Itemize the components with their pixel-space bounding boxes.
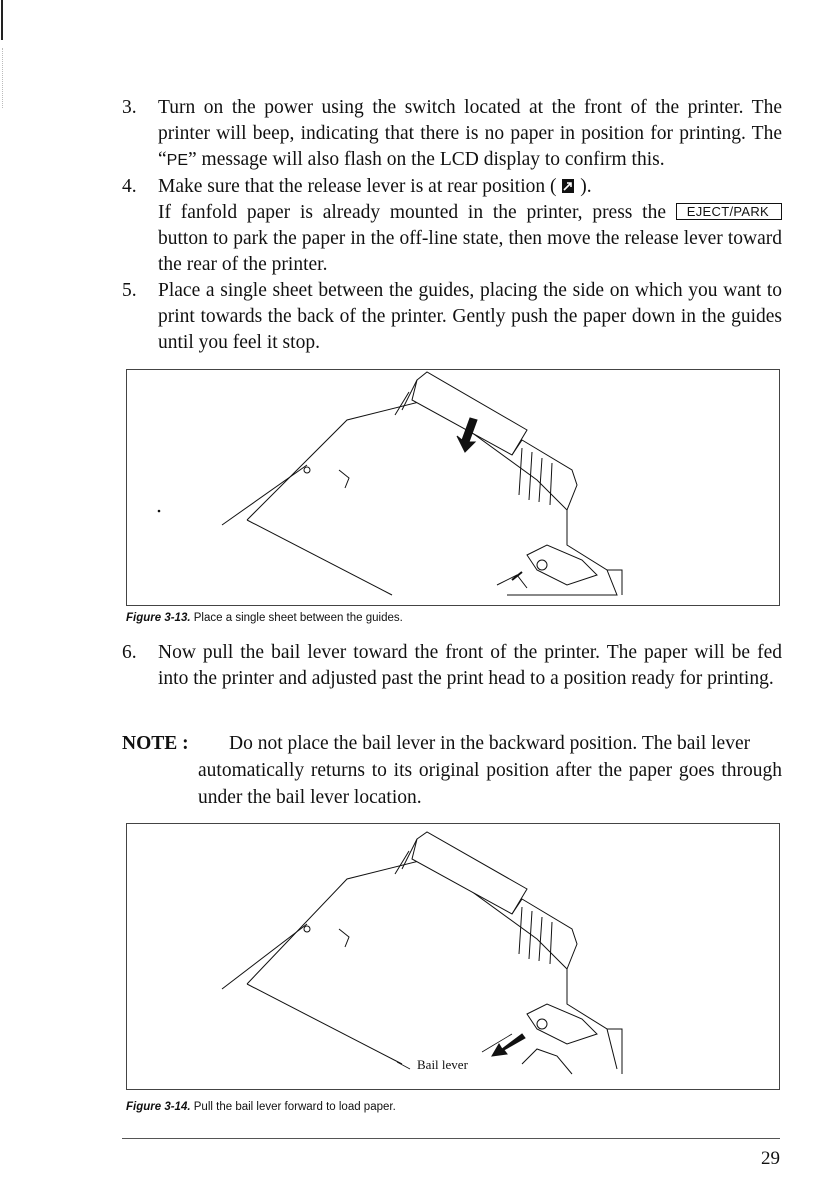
step-number: 6. (122, 642, 137, 663)
scan-edge-mark (1, 0, 3, 40)
step-3 (122, 95, 782, 174)
figure-3-13-caption (126, 612, 403, 624)
step-4 (122, 174, 782, 278)
figure-label: Figure 3-13. (126, 612, 191, 624)
step-number: 5. (122, 280, 137, 301)
figure-3-14-illustration (126, 823, 780, 1090)
bail-lever-callout: Bail lever (417, 1057, 468, 1072)
step-6 (122, 640, 782, 692)
printer-sheet-illustration (127, 370, 779, 605)
note-label: NOTE : (122, 733, 189, 754)
figure-3-13-illustration (126, 369, 780, 606)
bail-lever-illustration (127, 824, 779, 1089)
instruction-steps (122, 95, 782, 356)
step-text: Make sure that the release lever is at rear position ( ). If fanfold paper is already mounted in the printer, press the EJECT/PARK button to park the paper in the off-line state, then move the release lever toward the rear of the printer. (158, 176, 782, 275)
figure-caption-text: Pull the bail lever forward to load paper. (193, 1101, 396, 1113)
scan-edge-dots (2, 48, 4, 108)
page-number: 29 (761, 1148, 780, 1169)
step-number: 3. (122, 97, 137, 118)
note-continuation: automatically returns to its original position after the paper goes through under the bail lever location. (198, 760, 782, 808)
figure-caption-text: Place a single sheet between the guides. (193, 612, 403, 624)
footer-rule (122, 1138, 780, 1139)
instruction-steps-continued (122, 640, 782, 692)
step-5 (122, 278, 782, 356)
rear-position-icon (561, 178, 575, 194)
eject-park-key: EJECT/PARK (676, 203, 782, 220)
step-text: Turn on the power using the switch located at the front of the printer. The printer will beep, indicating that there is no paper in position for printing. The “PE” message will also flash on the LCD display to confirm this. (158, 97, 782, 170)
figure-3-14-caption (126, 1101, 396, 1113)
note-block (122, 730, 782, 811)
figure-label: Figure 3-14. (126, 1101, 191, 1113)
step-number: 4. (122, 176, 137, 197)
pe-message: PE (166, 152, 188, 169)
step-text: Place a single sheet between the guides, placing the side on which you want to print towards the back of the printer. Gently push the paper down in the guides until you feel it stop. (158, 280, 782, 353)
note-first-line: Do not place the bail lever in the backward position. The bail lever (229, 733, 751, 754)
step-text: Now pull the bail lever toward the front of the printer. The paper will be fed into the printer and adjusted past the print head to a position ready for printing. (158, 642, 782, 689)
